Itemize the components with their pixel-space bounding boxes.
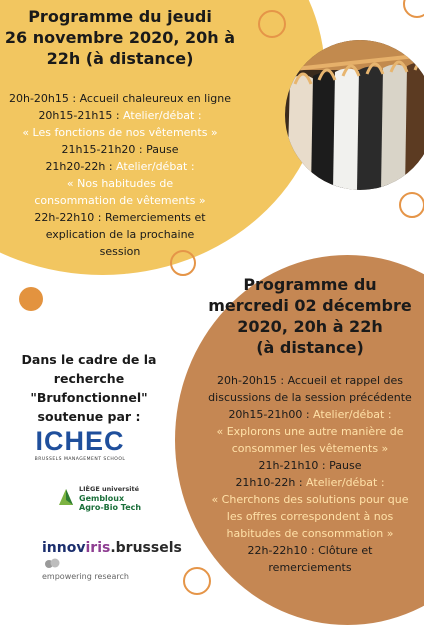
dot-decoration <box>19 287 43 311</box>
ichec-logo-text: ICHEC <box>35 426 125 456</box>
ring-decoration <box>258 10 286 38</box>
innoviris-wordmark: innoviris.brussels <box>42 540 192 572</box>
innoviris-logo <box>42 540 192 581</box>
uliege-line: Agro-Bio Tech <box>79 503 142 512</box>
uliege-line: LIÈGE université <box>79 485 139 493</box>
title-line: (à distance) <box>256 338 364 357</box>
schedule-line: 21h15-21h20 : Pause <box>61 143 179 156</box>
workshop-title: les offres correspondent à nos <box>226 510 394 523</box>
schedule-line: 20h-20h15 : Accueil chaleureux en ligne <box>8 92 232 105</box>
schedule-line: 21h20-22h : Atelier/débat : <box>45 160 195 173</box>
uliege-leaf-icon <box>57 487 75 507</box>
sponsor-line: soutenue par : <box>37 409 141 424</box>
schedule-line: 22h-22h10 : Clôture et <box>247 544 373 557</box>
program-1-title <box>0 6 240 69</box>
schedule-line: discussions de la session précédente <box>208 391 412 404</box>
title-line: 26 novembre 2020, 20h à <box>4 28 236 47</box>
workshop-title: « Cherchons des solutions pour que <box>211 493 409 506</box>
ring-decoration <box>399 192 424 218</box>
schedule-line: 22h-22h10 : Remerciements et <box>34 211 206 224</box>
title-line: 22h (à distance) <box>46 49 194 68</box>
innoviris-cloud-icon <box>44 558 60 568</box>
workshop-title: « Nos habitudes de <box>66 177 174 190</box>
program-2-schedule <box>196 372 424 576</box>
schedule-line: 20h15-21h00 : Atelier/débat : <box>228 408 392 421</box>
workshop-title: « Les fonctions de nos vêtements » <box>22 126 218 139</box>
program-2 <box>196 274 424 358</box>
ichec-logo-subtitle: BRUSSELS MANAGEMENT SCHOOL <box>34 457 126 462</box>
title-line: mercredi 02 décembre <box>208 296 412 315</box>
sponsor-intro <box>0 350 178 426</box>
schedule-line: 20h15-21h15 : Atelier/débat : <box>38 109 202 122</box>
schedule-line: 21h10-22h : Atelier/débat : <box>235 476 385 489</box>
workshop-label: Atelier/débat : <box>123 109 202 122</box>
workshop-title: consommation de vêtements » <box>34 194 206 207</box>
workshop-label: Atelier/débat : <box>306 476 385 489</box>
schedule-line: 21h-21h10 : Pause <box>258 459 362 472</box>
sponsor-line: recherche "Brufonctionnel" <box>30 371 148 405</box>
workshop-title: habitudes de consommation » <box>226 527 394 540</box>
workshop-title: « Explorons une autre manière de <box>216 425 404 438</box>
schedule-line: 20h-20h15 : Accueil et rappel des <box>217 374 403 387</box>
clothes-hangers-icon <box>285 40 424 190</box>
title-line: Programme du <box>243 275 377 294</box>
workshop-title: consommer les vêtements » <box>231 442 389 455</box>
title-line: 2020, 20h à 22h <box>237 317 383 336</box>
title-line: Programme du jeudi <box>28 7 212 26</box>
workshop-label: Atelier/débat : <box>116 160 195 173</box>
uliege-line: Gembloux <box>79 494 125 503</box>
schedule-line: explication de la prochaine <box>45 228 195 241</box>
schedule-line: remerciements <box>268 561 352 574</box>
innoviris-tagline: empowering research <box>42 572 129 581</box>
ring-decoration <box>403 0 424 18</box>
program-1-schedule <box>0 90 240 260</box>
program-2-title <box>196 274 424 358</box>
program-1 <box>0 6 240 69</box>
sponsor-line: Dans le cadre de la <box>21 352 157 367</box>
schedule-line: session <box>99 245 141 258</box>
ichec-logo <box>20 426 140 462</box>
workshop-label: Atelier/débat : <box>313 408 392 421</box>
clothes-hangers-photo <box>285 40 424 190</box>
